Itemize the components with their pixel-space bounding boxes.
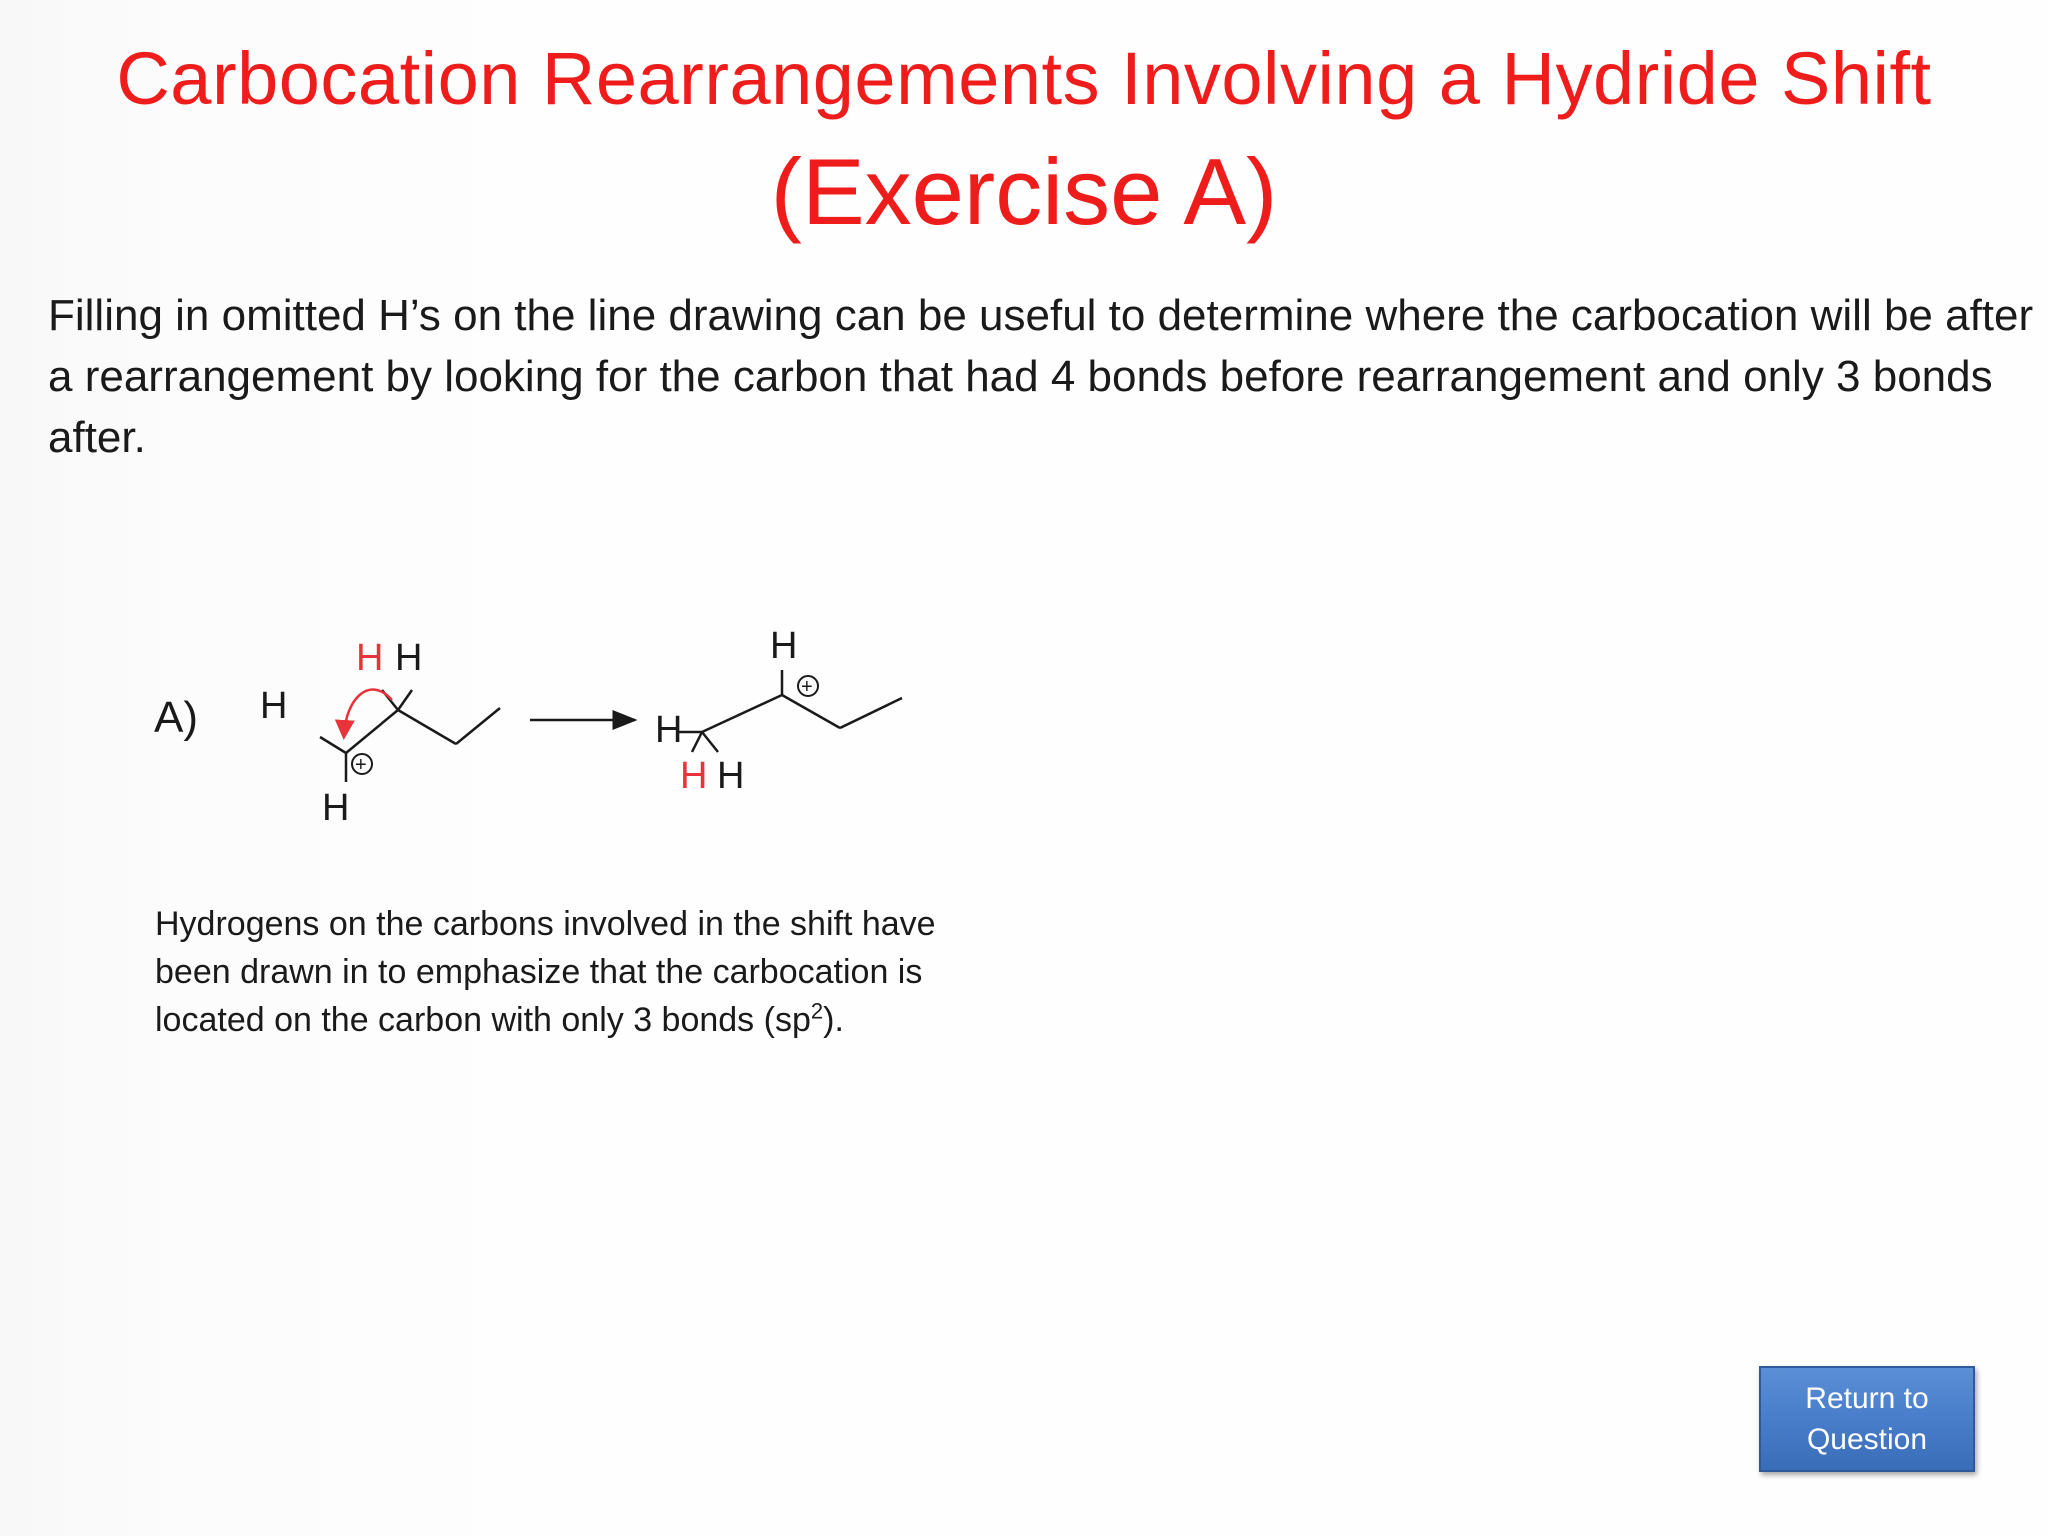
charge-symbol: + xyxy=(801,676,813,698)
product-structure xyxy=(655,625,902,797)
note-text: Hydrogens on the carbons involved in the shift have been drawn in to emphasize that the carbocation is located on the carbon with only 3 bonds (sp xyxy=(155,905,936,1039)
atom-label-h: H xyxy=(680,755,708,797)
button-label-line1: Return to xyxy=(1805,1382,1929,1415)
atom-label-h: H xyxy=(260,685,288,727)
atom-label-h: H xyxy=(655,709,683,751)
charge-symbol: + xyxy=(355,754,367,776)
note-tail: ). xyxy=(823,1001,844,1039)
intro-paragraph: Filling in omitted H’s on the line drawing can be useful to determine where the carbocation will be after a rearrangement by looking for the carbon that had 4 bonds before rearrangement and only 3 bonds after. xyxy=(48,291,2034,462)
explanation-note xyxy=(155,900,955,1044)
atom-label-h: H xyxy=(395,637,423,679)
atom-label-h: H xyxy=(322,787,350,829)
slide-title: Carbocation Rearrangements Involving a Hydride Shift xyxy=(116,37,1932,120)
slide-subtitle: (Exercise A) xyxy=(770,139,1278,244)
reactant-structure xyxy=(260,637,500,829)
return-to-question-button[interactable] xyxy=(1759,1366,1975,1472)
note-superscript: 2 xyxy=(810,998,824,1024)
reaction-scheme xyxy=(240,610,940,860)
atom-label-h: H xyxy=(717,755,745,797)
button-label-line2: Question xyxy=(1806,1423,1928,1456)
atom-label-h: H xyxy=(770,625,798,667)
exercise-label: A) xyxy=(154,693,198,742)
atom-label-h: H xyxy=(356,637,384,679)
